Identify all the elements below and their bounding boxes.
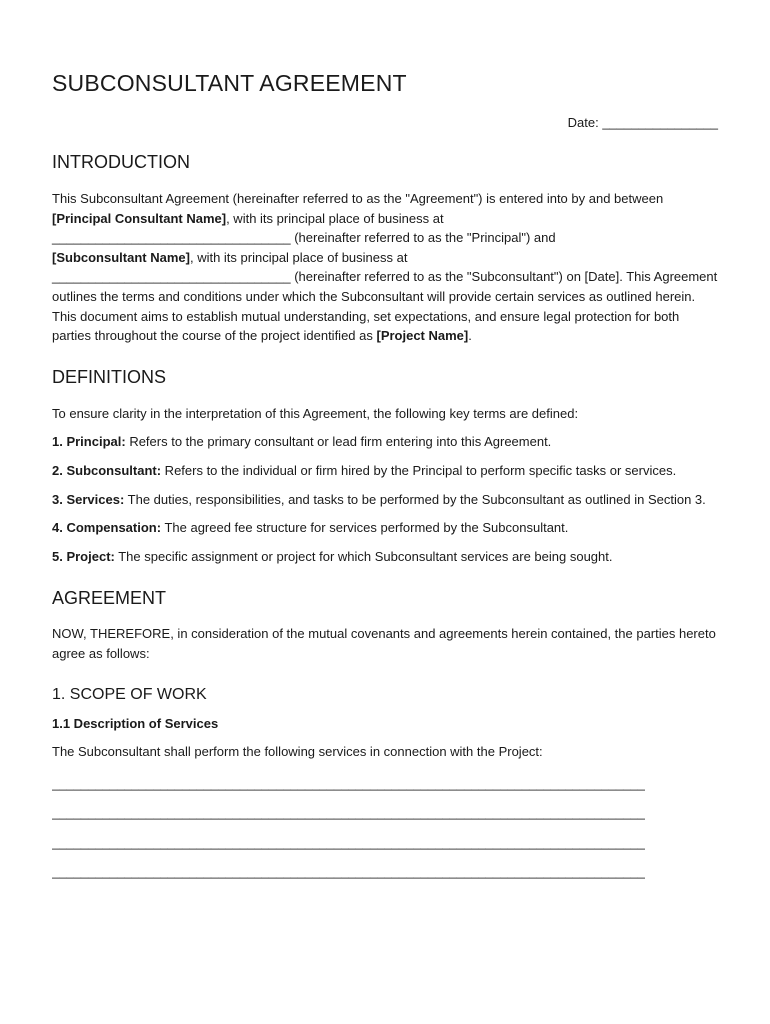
intro-text-5: (hereinafter referred to as the "Subconsultant") on [Date]. This Agreement outlines the terms and conditions under which the Subconsultant will provide certain services as outlined herein. This document aims to establish mutual understanding, set expectations, and ensure legal protection for both parties throughout the course of the project identified as xyxy=(52,269,718,344)
definition-text: Refers to the individual or firm hired by the Principal to perform specific tasks or services. xyxy=(161,462,677,478)
scope-heading: 1. SCOPE OF WORK xyxy=(52,685,207,703)
definitions-intro: To ensure clarity in the interpretation of this Agreement, the following key terms are defined: xyxy=(52,405,579,421)
intro-text-1: This Subconsultant Agreement (hereinafter referred to as the "Agreement") is entered into by and between xyxy=(52,191,664,206)
definition-term: 2. Subconsultant: xyxy=(52,462,162,478)
definition-item xyxy=(52,461,718,481)
blank-line: __________________________________________________________________________________ xyxy=(52,805,645,821)
blank-line: __________________________________________________________________________________ xyxy=(52,834,645,850)
agreement-heading: AGREEMENT xyxy=(52,588,167,609)
project-name-placeholder: [Project Name] xyxy=(376,328,469,344)
intro-text-2: , with its principal place of business at xyxy=(226,210,444,226)
definition-item xyxy=(52,432,718,452)
intro-text-6: . xyxy=(468,328,472,344)
services-blank-lines xyxy=(52,769,718,886)
document-title: SUBCONSULTANT AGREEMENT xyxy=(52,70,407,96)
definition-term: 5. Project: xyxy=(52,548,115,564)
blank-line: __________________________________________________________________________________ xyxy=(52,776,645,792)
subconsultant-name-placeholder: [Subconsultant Name] xyxy=(52,249,190,265)
intro-text-4: , with its principal place of business at xyxy=(189,249,408,265)
intro-text-3: (hereinafter referred to as the "Principal") and xyxy=(290,230,556,246)
definition-term: 1. Principal: xyxy=(52,434,126,450)
definition-text: Refers to the primary consultant or lead firm entering into this Agreement. xyxy=(125,434,552,450)
services-paragraph: The Subconsultant shall perform the following services in connection with the Project: xyxy=(52,743,543,759)
subconsultant-address-blank: _________________________________ xyxy=(52,269,291,285)
date-blank: ________________ xyxy=(602,115,718,130)
definition-term: 4. Compensation: xyxy=(52,520,162,536)
definitions-section xyxy=(52,367,718,567)
date-label: Date: xyxy=(567,115,599,130)
introduction-section xyxy=(52,152,718,346)
introduction-paragraph xyxy=(52,189,718,346)
definition-text: The agreed fee structure for services performed by the Subconsultant. xyxy=(161,520,569,536)
agreement-paragraph: NOW, THEREFORE, in consideration of the mutual covenants and agreements herein contained, the parties hereto agree as follows: xyxy=(52,626,716,661)
definition-item xyxy=(52,547,718,567)
definition-term: 3. Services: xyxy=(52,491,125,507)
services-subheading: 1.1 Description of Services xyxy=(52,715,219,731)
scope-section xyxy=(52,686,718,886)
definition-item xyxy=(52,490,718,510)
agreement-section xyxy=(52,588,718,663)
introduction-heading: INTRODUCTION xyxy=(52,152,190,172)
principal-address-blank: _________________________________ xyxy=(52,230,291,246)
definition-text: The specific assignment or project for which Subconsultant services are being sought. xyxy=(114,548,613,564)
date-field xyxy=(52,115,718,130)
definition-item xyxy=(52,518,718,538)
blank-line: __________________________________________________________________________________ xyxy=(52,863,645,879)
definition-text: The duties, responsibilities, and tasks to be performed by the Subconsultant as outlined in Section 3. xyxy=(124,491,706,507)
definitions-heading: DEFINITIONS xyxy=(52,366,167,387)
principal-name-placeholder: [Principal Consultant Name] xyxy=(52,210,227,226)
